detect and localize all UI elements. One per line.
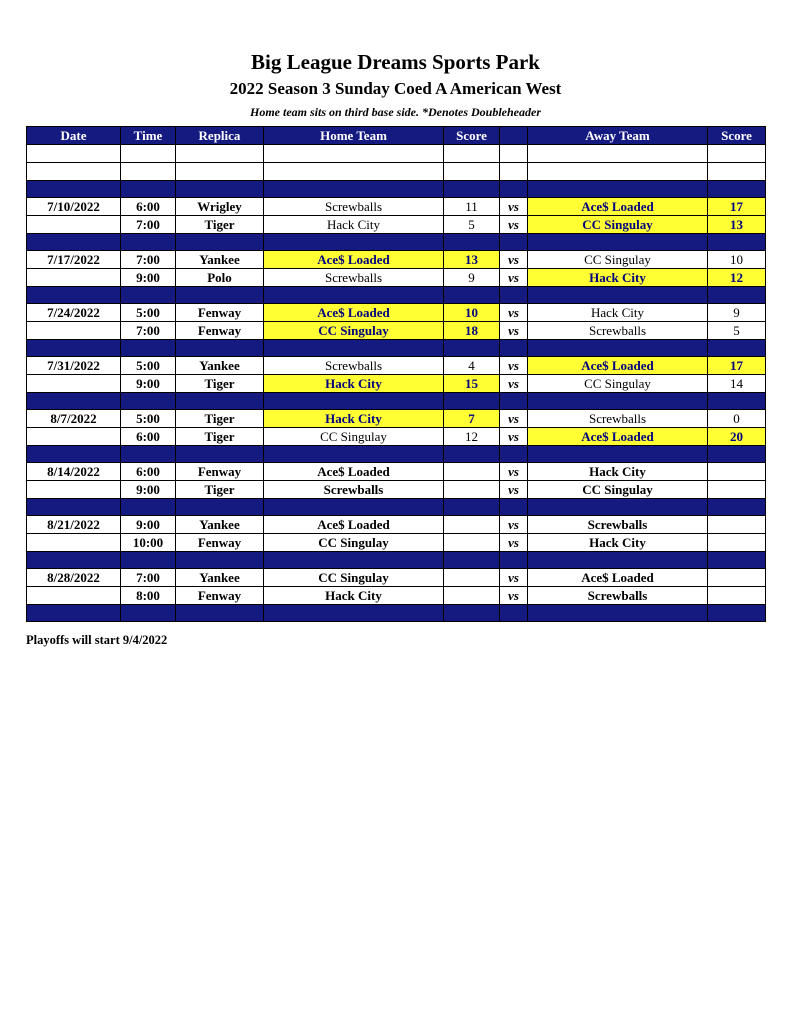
game-row: [27, 481, 766, 499]
vs-label: vs: [500, 251, 528, 269]
week-separator: [27, 605, 766, 622]
playoffs-note: Playoffs will start 9/4/2022: [26, 633, 168, 647]
game-time: 5:00: [121, 304, 176, 322]
home-team: Ace$ Loaded: [264, 516, 444, 534]
home-score: 4: [444, 357, 500, 375]
game-date: [27, 534, 121, 552]
page-title: Big League Dreams Sports Park: [251, 50, 540, 74]
vs-label: vs: [500, 322, 528, 340]
home-team: Hack City: [264, 216, 444, 234]
game-date: 7/17/2022: [27, 251, 121, 269]
vs-label: vs: [500, 357, 528, 375]
away-score: 5: [708, 322, 766, 340]
away-team: Hack City: [528, 269, 708, 287]
game-replica: Yankee: [176, 357, 264, 375]
home-score: 18: [444, 322, 500, 340]
vs-label: vs: [500, 198, 528, 216]
game-time: 10:00: [121, 534, 176, 552]
game-time: 7:00: [121, 251, 176, 269]
game-date: [27, 322, 121, 340]
home-score: 12: [444, 428, 500, 446]
game-date: [27, 481, 121, 499]
vs-label: vs: [500, 375, 528, 393]
game-date: [27, 375, 121, 393]
game-time: 6:00: [121, 198, 176, 216]
away-score: [708, 534, 766, 552]
game-date: [27, 587, 121, 605]
column-header-time: Time: [121, 127, 176, 145]
column-header-date: Date: [27, 127, 121, 145]
vs-label: vs: [500, 463, 528, 481]
column-header-replica: Replica: [176, 127, 264, 145]
game-time: 9:00: [121, 481, 176, 499]
home-score: 13: [444, 251, 500, 269]
vs-label: vs: [500, 481, 528, 499]
away-team: CC Singulay: [528, 216, 708, 234]
game-date: 8/21/2022: [27, 516, 121, 534]
home-score: 15: [444, 375, 500, 393]
away-score: [708, 481, 766, 499]
game-time: 9:00: [121, 516, 176, 534]
home-score: [444, 534, 500, 552]
game-time: 8:00: [121, 587, 176, 605]
vs-label: vs: [500, 428, 528, 446]
home-team: Hack City: [264, 587, 444, 605]
away-team: CC Singulay: [528, 481, 708, 499]
game-row: [27, 216, 766, 234]
game-date: 8/7/2022: [27, 410, 121, 428]
away-score: 20: [708, 428, 766, 446]
game-replica: Fenway: [176, 587, 264, 605]
blank-row: [27, 163, 766, 181]
game-time: 7:00: [121, 322, 176, 340]
vs-label: vs: [500, 304, 528, 322]
game-date: 8/14/2022: [27, 463, 121, 481]
game-replica: Yankee: [176, 251, 264, 269]
game-date: 7/24/2022: [27, 304, 121, 322]
away-score: 10: [708, 251, 766, 269]
away-team: CC Singulay: [528, 251, 708, 269]
vs-label: vs: [500, 269, 528, 287]
game-replica: Tiger: [176, 410, 264, 428]
game-replica: Wrigley: [176, 198, 264, 216]
home-team: Hack City: [264, 375, 444, 393]
game-row: [27, 428, 766, 446]
vs-label: vs: [500, 216, 528, 234]
game-replica: Fenway: [176, 304, 264, 322]
game-row: [27, 269, 766, 287]
away-score: 17: [708, 198, 766, 216]
game-time: 7:00: [121, 216, 176, 234]
game-replica: Tiger: [176, 428, 264, 446]
away-score: 14: [708, 375, 766, 393]
game-replica: Tiger: [176, 216, 264, 234]
schedule-note: Home team sits on third base side. *Denotes Doubleheader: [250, 105, 541, 119]
away-score: [708, 569, 766, 587]
away-team: Hack City: [528, 463, 708, 481]
game-replica: Polo: [176, 269, 264, 287]
week-separator: [27, 340, 766, 357]
game-date: [27, 269, 121, 287]
game-row: [27, 534, 766, 552]
home-score: [444, 587, 500, 605]
away-team: Screwballs: [528, 322, 708, 340]
vs-label: vs: [500, 410, 528, 428]
week-separator: [27, 393, 766, 410]
column-header-away-team: Away Team: [528, 127, 708, 145]
home-score: 10: [444, 304, 500, 322]
vs-label: vs: [500, 587, 528, 605]
header-row: [27, 127, 766, 145]
game-time: 6:00: [121, 463, 176, 481]
column-header-away-score: Score: [708, 127, 766, 145]
home-team: CC Singulay: [264, 569, 444, 587]
away-team: Hack City: [528, 534, 708, 552]
home-score: 7: [444, 410, 500, 428]
vs-label: vs: [500, 516, 528, 534]
home-team: Ace$ Loaded: [264, 304, 444, 322]
game-date: 7/10/2022: [27, 198, 121, 216]
away-team: Ace$ Loaded: [528, 198, 708, 216]
away-score: [708, 587, 766, 605]
vs-label: vs: [500, 534, 528, 552]
game-date: 7/31/2022: [27, 357, 121, 375]
vs-label: vs: [500, 569, 528, 587]
home-team: Ace$ Loaded: [264, 251, 444, 269]
game-row: [27, 357, 766, 375]
home-team: Screwballs: [264, 357, 444, 375]
away-score: 17: [708, 357, 766, 375]
away-team: Screwballs: [528, 516, 708, 534]
column-header-home-score: Score: [444, 127, 500, 145]
game-time: 6:00: [121, 428, 176, 446]
game-date: [27, 428, 121, 446]
game-row: [27, 198, 766, 216]
game-row: [27, 587, 766, 605]
column-header-vs: [500, 127, 528, 145]
game-date: [27, 216, 121, 234]
game-time: 5:00: [121, 410, 176, 428]
home-score: 9: [444, 269, 500, 287]
home-score: [444, 516, 500, 534]
game-replica: Tiger: [176, 481, 264, 499]
page-subtitle: 2022 Season 3 Sunday Coed A American West: [229, 79, 562, 98]
away-team: CC Singulay: [528, 375, 708, 393]
blank-row: [27, 145, 766, 163]
game-time: 9:00: [121, 269, 176, 287]
home-team: Screwballs: [264, 481, 444, 499]
away-team: Ace$ Loaded: [528, 569, 708, 587]
game-replica: Yankee: [176, 569, 264, 587]
game-row: [27, 516, 766, 534]
game-row: [27, 304, 766, 322]
away-score: 13: [708, 216, 766, 234]
column-header-home-team: Home Team: [264, 127, 444, 145]
home-team: Screwballs: [264, 269, 444, 287]
home-team: Screwballs: [264, 198, 444, 216]
game-row: [27, 322, 766, 340]
game-time: 7:00: [121, 569, 176, 587]
week-separator: [27, 552, 766, 569]
game-replica: Tiger: [176, 375, 264, 393]
home-score: [444, 481, 500, 499]
game-row: [27, 251, 766, 269]
home-team: CC Singulay: [264, 322, 444, 340]
away-score: 0: [708, 410, 766, 428]
home-score: [444, 463, 500, 481]
away-team: Hack City: [528, 304, 708, 322]
game-date: 8/28/2022: [27, 569, 121, 587]
week-separator: [27, 446, 766, 463]
schedule-body: [27, 145, 766, 622]
home-team: CC Singulay: [264, 534, 444, 552]
home-score: 5: [444, 216, 500, 234]
game-row: [27, 569, 766, 587]
away-score: [708, 463, 766, 481]
game-row: [27, 463, 766, 481]
game-time: 9:00: [121, 375, 176, 393]
week-separator: [27, 181, 766, 198]
game-replica: Fenway: [176, 534, 264, 552]
game-row: [27, 410, 766, 428]
home-team: Ace$ Loaded: [264, 463, 444, 481]
game-replica: Yankee: [176, 516, 264, 534]
game-row: [27, 375, 766, 393]
away-team: Ace$ Loaded: [528, 357, 708, 375]
week-separator: [27, 499, 766, 516]
home-team: CC Singulay: [264, 428, 444, 446]
home-score: 11: [444, 198, 500, 216]
game-time: 5:00: [121, 357, 176, 375]
schedule-table: [26, 126, 766, 622]
home-team: Hack City: [264, 410, 444, 428]
week-separator: [27, 234, 766, 251]
away-team: Ace$ Loaded: [528, 428, 708, 446]
away-team: Screwballs: [528, 410, 708, 428]
week-separator: [27, 287, 766, 304]
away-score: 12: [708, 269, 766, 287]
away-team: Screwballs: [528, 587, 708, 605]
game-replica: Fenway: [176, 322, 264, 340]
away-score: [708, 516, 766, 534]
home-score: [444, 569, 500, 587]
away-score: 9: [708, 304, 766, 322]
game-replica: Fenway: [176, 463, 264, 481]
